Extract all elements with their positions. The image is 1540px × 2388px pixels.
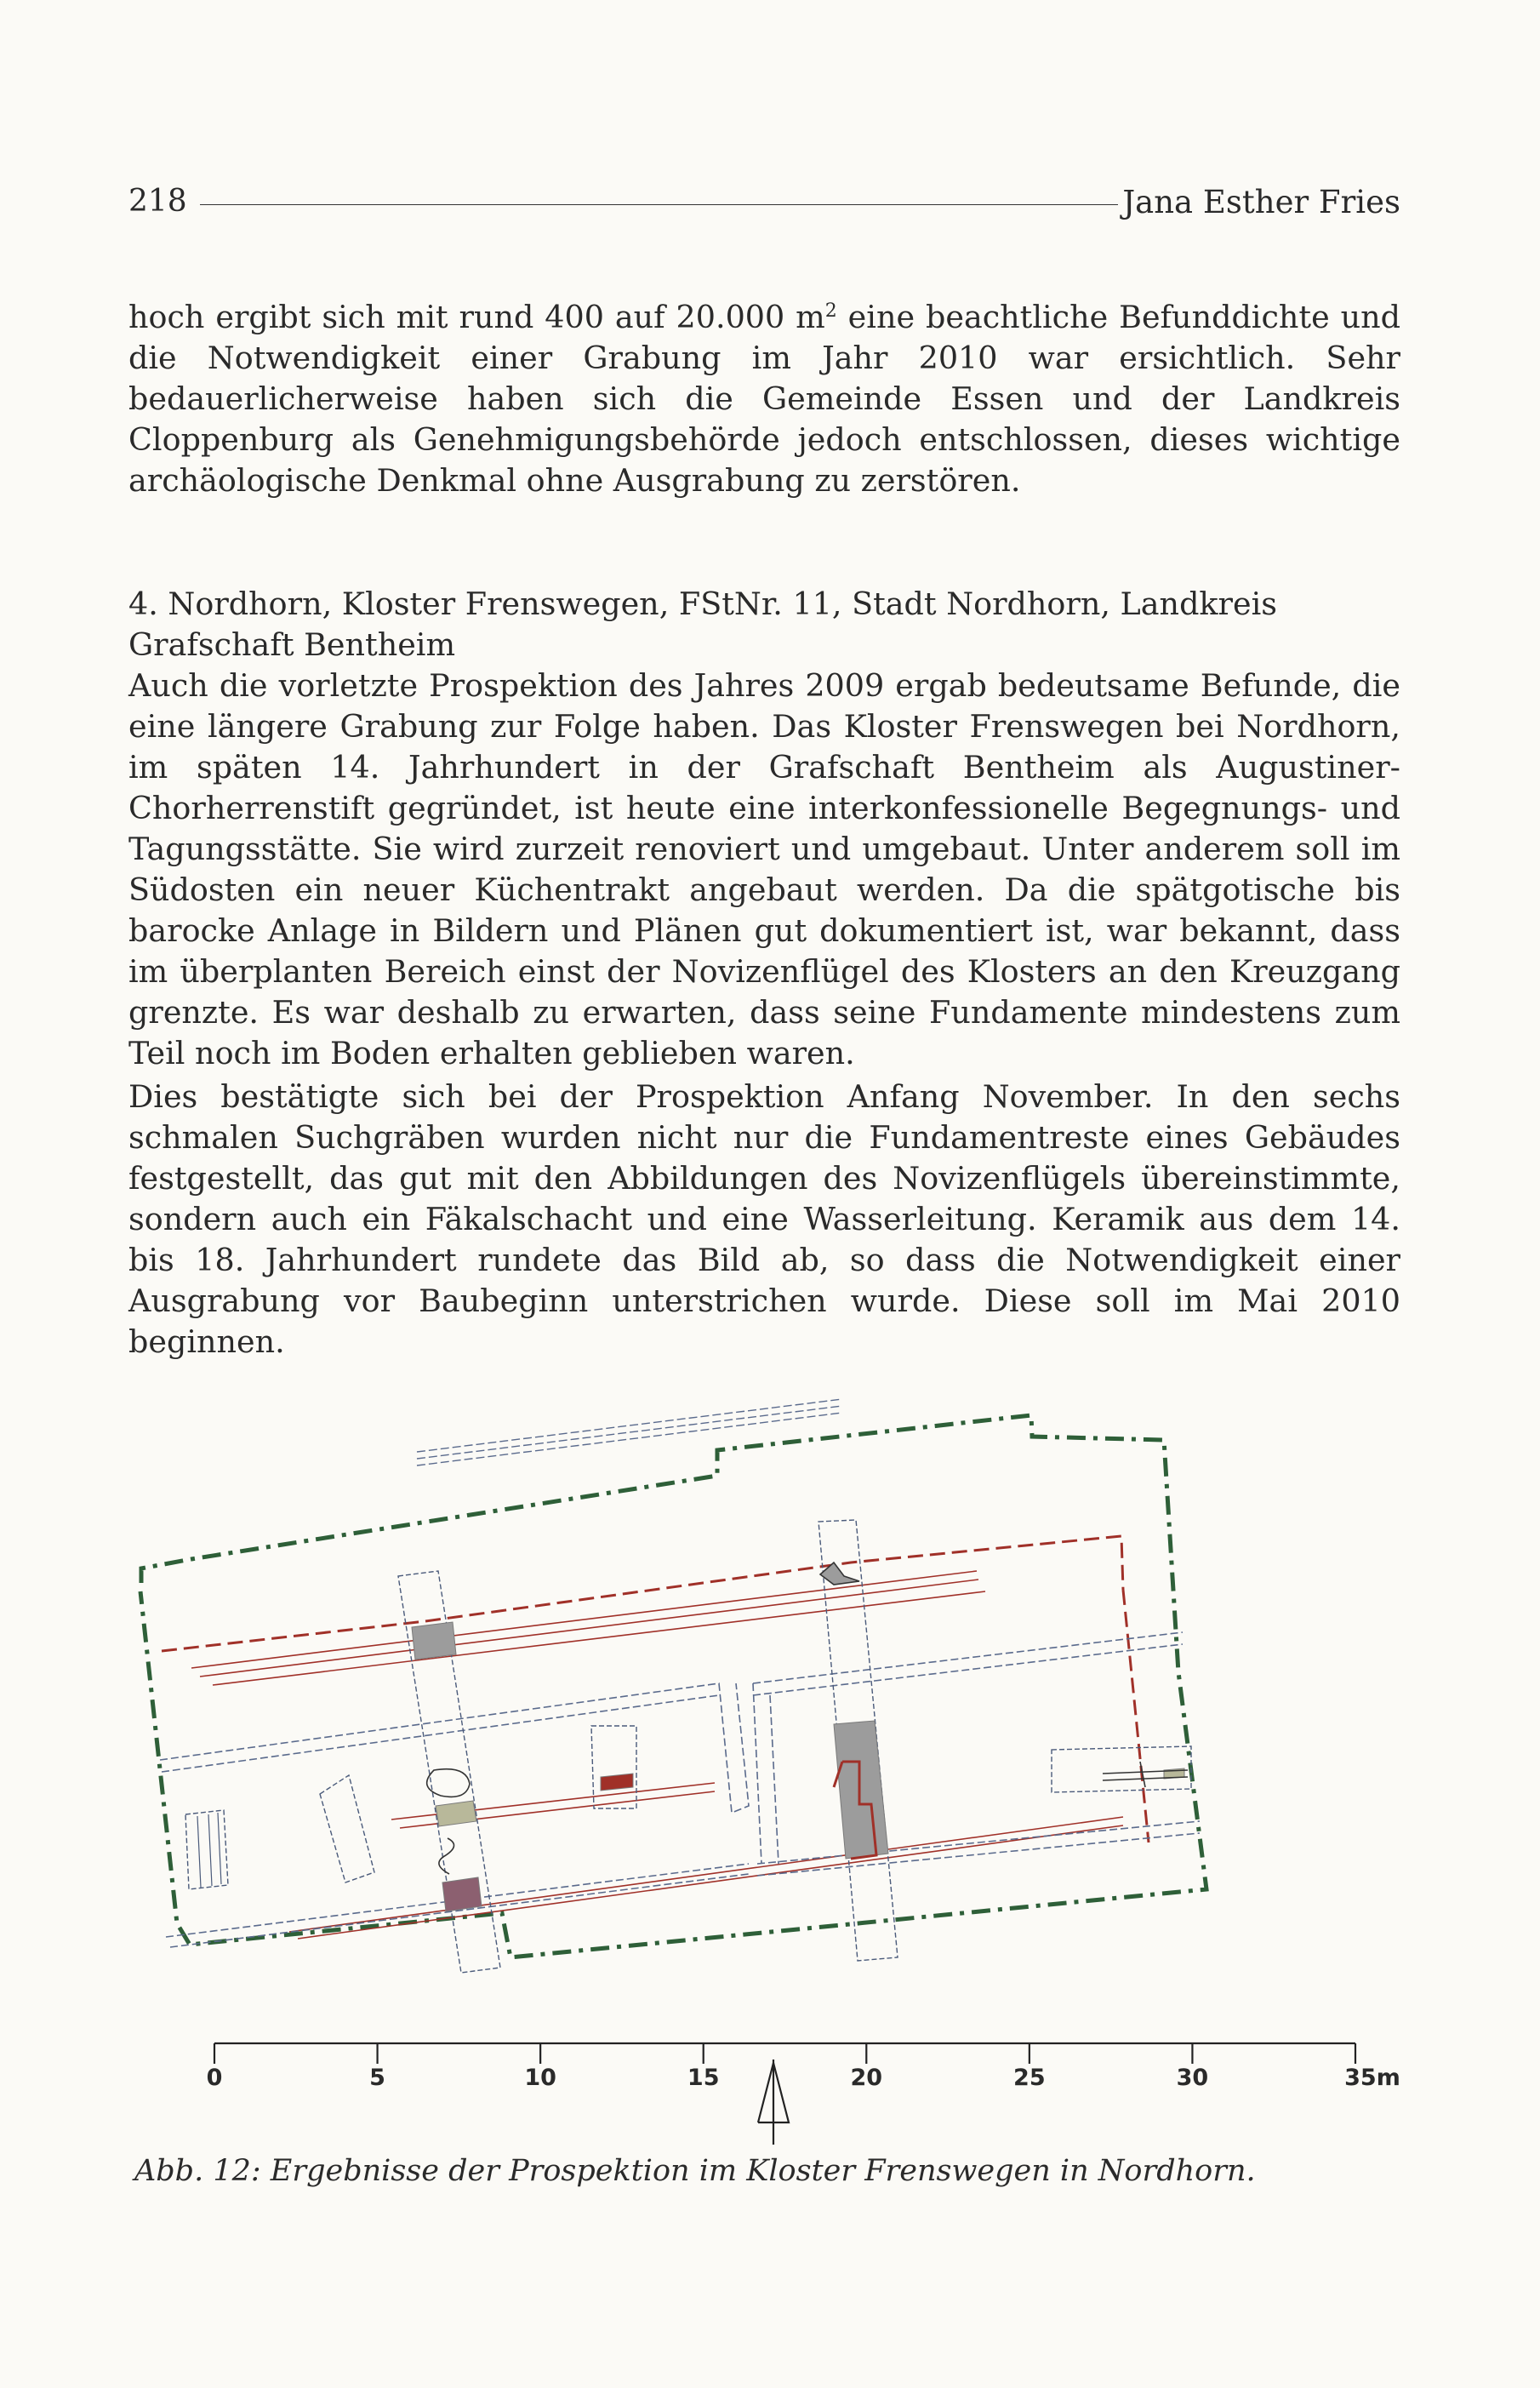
trench-6 <box>185 1810 228 1889</box>
wall-north <box>162 1536 1123 1651</box>
north-arrow <box>758 2060 789 2145</box>
grey-features <box>412 1622 1184 1911</box>
paragraph-intro-start: hoch ergibt sich mit rund 400 auf 20.000 m <box>128 299 825 335</box>
paragraph-results <box>128 1077 1400 1363</box>
trench-hatching <box>197 1813 221 1888</box>
paragraph-results-text: Dies bestätigte sich bei der Prospektion Anfang November. In den sechs schmalen Suchgräben wurden nicht nur die Fundamentreste eines Gebäudes festgestellt, das gut mit den Abbildungen des Novizenflügels übereinstimmte, sondern auch ein Fäkalschacht und eine Wasserleitung. Keramik aus dem 14. bis 18. Jahrhundert rundete das Bild ab, so dass die Notwendigkeit einer Ausgrabung vor Baubeginn unterstrichen wurde. Diese soll im Mai 2010 beginnen. <box>128 1078 1400 1360</box>
running-header <box>128 184 1400 226</box>
scale-label: 5 <box>369 2065 385 2091</box>
page-number: 218 <box>128 184 187 219</box>
paragraph-intro-rest: eine beachtliche Befunddichte und die Notwendigkeit einer Grabung im Jahr 2010 war ersichtlich. Sehr bedauerlicherweise haben sich die Gemeinde Essen und der Landkreis Cloppenburg als Genehmigungsbehörde jedoch entschlossen, dieses wichtige archäologische Denkmal ohne Ausgrabung zu zerstören. <box>128 299 1400 499</box>
scale-label: 30 <box>1176 2065 1209 2091</box>
scale-label: 25 <box>1013 2065 1046 2091</box>
feature-2 <box>834 1721 888 1859</box>
scale-label: 20 <box>850 2065 883 2091</box>
trench-5 <box>320 1775 374 1882</box>
building-east <box>753 1632 1183 1683</box>
section-heading-text: 4. Nordhorn, Kloster Frenswegen, FStNr. 11, Stadt Nordhorn, Landkreis Grafschaft Bentheim <box>128 586 1278 663</box>
feature-5 <box>601 1774 633 1791</box>
excavation-boundary <box>140 1415 1206 1957</box>
paragraph-description-text: Auch die vorletzte Prospektion des Jahres 2009 ergab bedeutsame Befunde, die eine längere Grabung zur Folge haben. Das Kloster Frenswegen bei Nordhorn, im späten 14. Jahrhundert in der Grafschaft Bentheim als Augustiner-Chorherrenstift gegründet, ist heute eine interkonfessionelle Begegnungs- und Tagungsstätte. Sie wird zurzeit renoviert und umgebaut. Unter anderem soll im Südosten ein neuer Küchentrakt angebaut werden. Da die spätgotische bis barocke Anlage in Bildern und Plänen gut dokumentiert ist, war bekannt, dass im überplanten Bereich einst der Novizenflügel des Klosters an den Kreuzgang grenzte. Es war deshalb zu erwarten, dass seine Fundamente mindestens zum Teil noch im Boden erhalten geblieben waren. <box>128 667 1400 1071</box>
scale-label: 0 <box>206 2065 223 2091</box>
foundation-lines <box>162 1536 1149 1939</box>
survey-trenches <box>185 1520 1191 1973</box>
feature-1 <box>412 1622 456 1660</box>
feature-3 <box>436 1801 476 1826</box>
outer-reference-lines <box>417 1399 842 1465</box>
scale-label: 15 <box>687 2065 720 2091</box>
figure-caption: Abb. 12: Ergebnisse der Prospektion im Kloster Frenswegen in Nordhorn. <box>134 2154 1256 2188</box>
author-name: Jana Esther Fries <box>1122 184 1400 220</box>
scale-label: 10 <box>524 2065 556 2091</box>
superscript-two: 2 <box>824 300 837 322</box>
paragraph-intro <box>128 297 1400 501</box>
section-heading <box>128 584 1400 666</box>
paragraph-description <box>128 666 1400 1074</box>
scale-bar <box>0 2025 1540 2153</box>
building-outlines <box>160 1632 1200 1947</box>
scale-label: 35m <box>1344 2065 1400 2091</box>
header-rule <box>200 204 1118 205</box>
wall-east <box>1123 1590 1149 1842</box>
feature-4 <box>442 1877 482 1911</box>
